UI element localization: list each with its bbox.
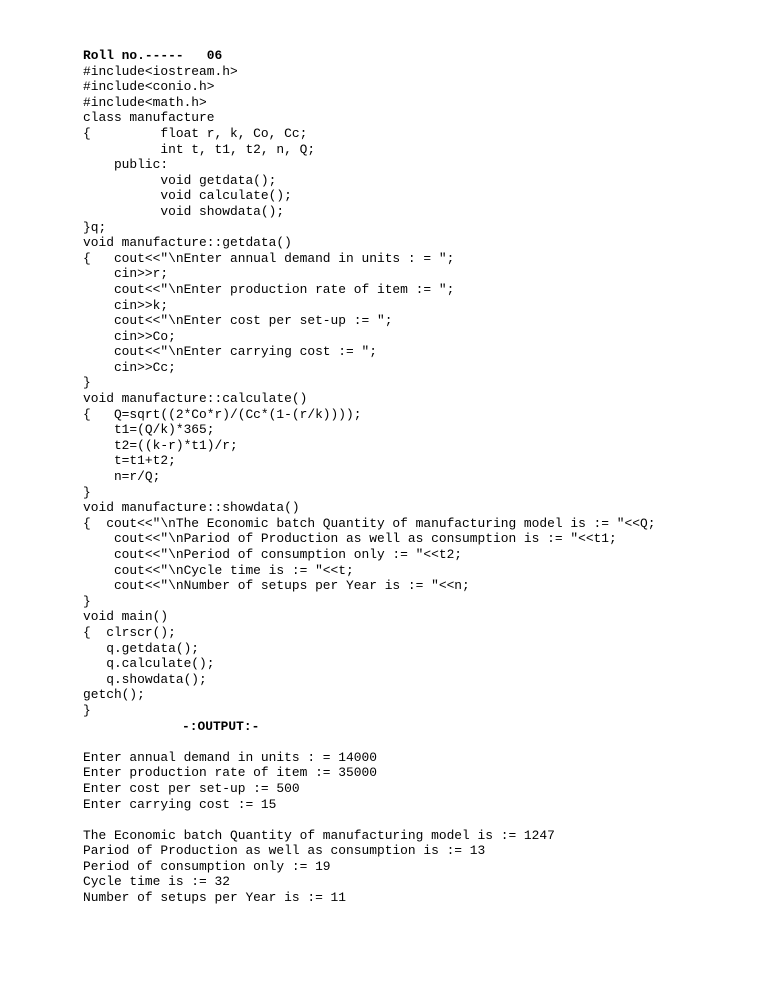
- code-line: { Q=sqrt((2*Co*r)/(Cc*(1-(r/k))));: [83, 406, 362, 422]
- code-line: t1=(Q/k)*365;: [83, 422, 215, 438]
- code-line: void manufacture::calculate(): [83, 391, 308, 407]
- output-input-line: Enter production rate of item := 35000: [83, 765, 377, 781]
- code-line: }: [83, 702, 91, 718]
- code-line: void manufacture::showdata(): [83, 500, 300, 516]
- code-line: #include<math.h>: [83, 94, 207, 110]
- output-result-line: Cycle time is := 32: [83, 874, 230, 890]
- code-line: cin>>r;: [83, 266, 169, 282]
- output-heading: -:OUTPUT:-: [182, 718, 260, 734]
- code-line: }: [83, 593, 91, 609]
- output-input-line: Enter carrying cost := 15: [83, 796, 277, 812]
- code-line: getch();: [83, 687, 145, 703]
- code-line: { float r, k, Co, Cc;: [83, 125, 308, 141]
- code-line: q.calculate();: [83, 656, 215, 672]
- result-block: [83, 828, 743, 906]
- code-line: class manufacture: [83, 110, 215, 126]
- document-page: [83, 48, 743, 906]
- code-line: cout<<"\nPariod of Production as well as consumption is := "<<t1;: [83, 531, 617, 547]
- code-line: t=t1+t2;: [83, 453, 176, 469]
- code-line: q.showdata();: [83, 671, 207, 687]
- input-block: [83, 750, 743, 812]
- code-line: void showdata();: [83, 203, 285, 219]
- code-line: cout<<"\nCycle time is := "<<t;: [83, 562, 354, 578]
- code-line: cin>>k;: [83, 297, 169, 313]
- code-line: void calculate();: [83, 188, 292, 204]
- code-line: #include<iostream.h>: [83, 63, 238, 79]
- code-line: cin>>Cc;: [83, 359, 176, 375]
- code-line: cout<<"\nEnter carrying cost := ";: [83, 344, 377, 360]
- output-result-line: Number of setups per Year is := 11: [83, 890, 347, 906]
- code-line: { cout<<"\nEnter annual demand in units : = ";: [83, 250, 455, 266]
- roll-number-line: [83, 48, 743, 64]
- code-line: cout<<"\nEnter production rate of item := ";: [83, 281, 455, 297]
- output-input-line: Enter cost per set-up := 500: [83, 780, 300, 796]
- code-line: public:: [83, 157, 169, 173]
- output-result-line: Pariod of Production as well as consumption is := 13: [83, 843, 486, 859]
- output-result-line: The Economic batch Quantity of manufacturing model is := 1247: [83, 827, 555, 843]
- code-line: q.getdata();: [83, 640, 200, 656]
- code-line: { clrscr();: [83, 624, 176, 640]
- code-line: #include<conio.h>: [83, 79, 215, 95]
- code-line: { cout<<"\nThe Economic batch Quantity of manufacturing model is := "<<Q;: [83, 515, 656, 531]
- spacer: [83, 734, 743, 750]
- code-line: int t, t1, t2, n, Q;: [83, 141, 316, 157]
- code-line: void manufacture::getdata(): [83, 235, 292, 251]
- code-line: cin>>Co;: [83, 328, 176, 344]
- code-line: void getdata();: [83, 172, 277, 188]
- code-line: cout<<"\nEnter cost per set-up := ";: [83, 313, 393, 329]
- code-line: }: [83, 484, 91, 500]
- code-line: }: [83, 375, 91, 391]
- roll-label: Roll no.-----: [83, 48, 184, 63]
- code-line: cout<<"\nNumber of setups per Year is := "<<n;: [83, 578, 470, 594]
- code-line: t2=((k-r)*t1)/r;: [83, 437, 238, 453]
- code-line: }q;: [83, 219, 107, 235]
- code-line: void main(): [83, 609, 169, 625]
- output-result-line: Period of consumption only := 19: [83, 858, 331, 874]
- code-line: cout<<"\nPeriod of consumption only := "<<t2;: [83, 547, 463, 562]
- code-line: n=r/Q;: [83, 469, 161, 485]
- roll-number: 06: [206, 48, 223, 63]
- output-input-line: Enter annual demand in units : = 14000: [83, 749, 377, 765]
- code-block: [83, 64, 743, 719]
- spacer: [83, 812, 743, 828]
